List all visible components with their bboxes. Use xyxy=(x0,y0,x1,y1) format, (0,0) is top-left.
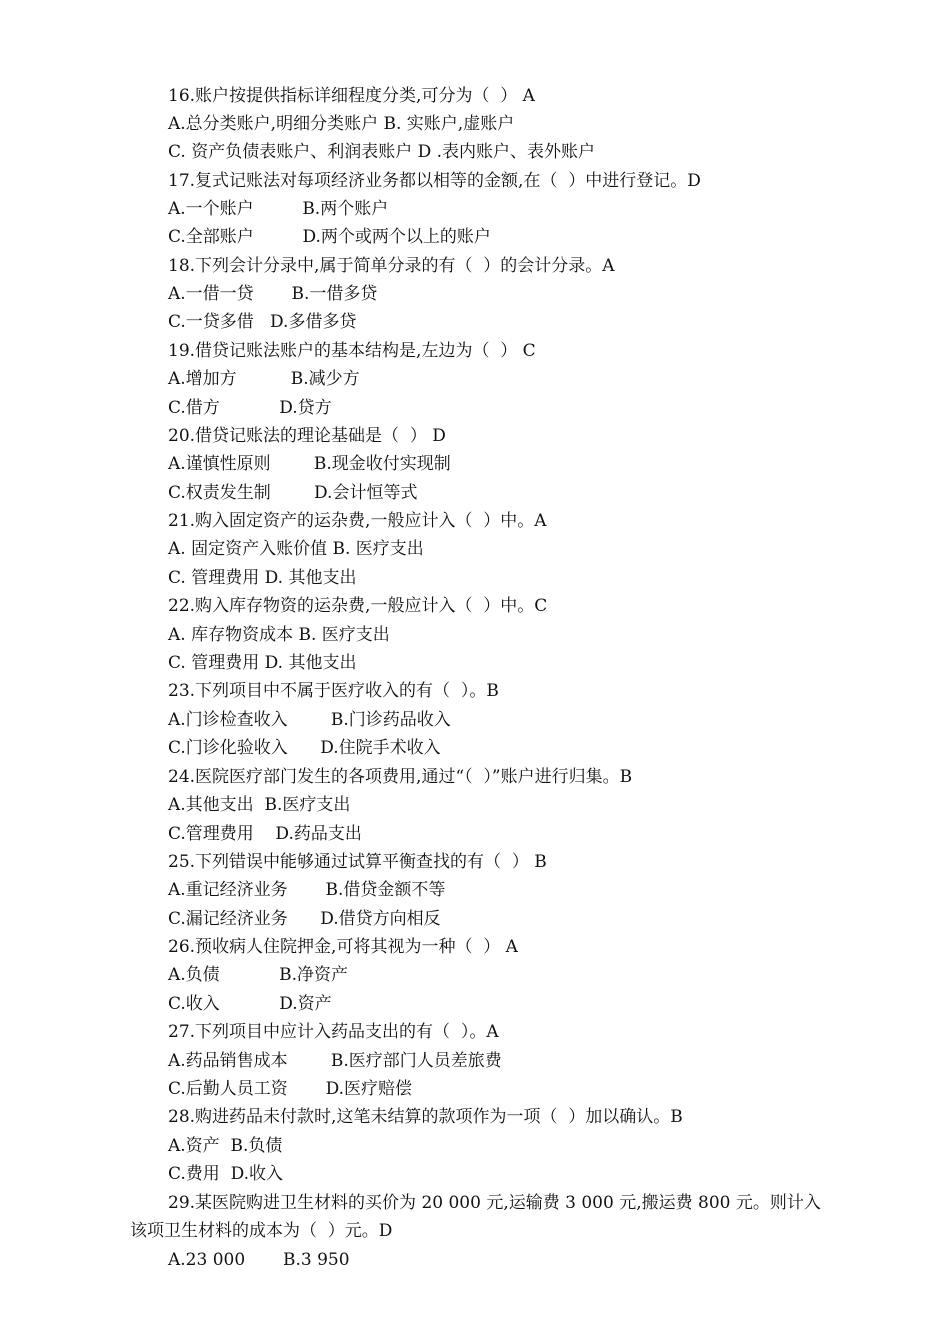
q17-options-ab: A.一个账户 B.两个账户 xyxy=(168,199,389,219)
q20-options-cd: C.权责发生制 D.会计恒等式 xyxy=(168,483,418,503)
q26-options-ab: A.负债 B.净资产 xyxy=(168,965,349,985)
q28-options-ab: A.资产 B.负债 xyxy=(168,1136,283,1156)
question-28: 28.购进药品未付款时,这笔未结算的款项作为一项（ ）加以确认。B xyxy=(168,1107,683,1127)
q18-options-ab: A.一借一贷 B.一借多贷 xyxy=(168,284,378,304)
question-29-continued: 该项卫生材料的成本为（ ）元。D xyxy=(130,1221,393,1241)
q16-options-ab: A.总分类账户,明细分类账户 B. 实账户,虚账户 xyxy=(168,114,515,134)
question-26: 26.预收病人住院押金,可将其视为一种（ ） A xyxy=(168,937,518,957)
q21-options-ab: A. 固定资产入账价值 B. 医疗支出 xyxy=(168,539,424,559)
q27-options-ab: A.药品销售成本 B.医疗部门人员差旅费 xyxy=(168,1051,502,1071)
q27-options-cd: C.后勤人员工资 D.医疗赔偿 xyxy=(168,1079,413,1099)
q25-options-ab: A.重记经济业务 B.借贷金额不等 xyxy=(168,880,446,900)
question-18: 18.下列会计分录中,属于简单分录的有（ ）的会计分录。A xyxy=(168,256,615,276)
q29-options-ab: A.23 000 B.3 950 xyxy=(168,1250,350,1270)
q28-options-cd: C.费用 D.收入 xyxy=(168,1164,284,1184)
question-24: 24.医院医疗部门发生的各项费用,通过“（ ）”账户进行归集。B xyxy=(168,767,633,787)
question-23: 23.下列项目中不属于医疗收入的有（ ）。B xyxy=(168,681,499,701)
question-16: 16.账户按提供指标详细程度分类,可分为（ ） A xyxy=(168,86,535,106)
q22-options-cd: C. 管理费用 D. 其他支出 xyxy=(168,653,357,673)
q16-options-cd: C. 资产负债表账户、利润表账户 D .表内账户、表外账户 xyxy=(168,142,596,162)
q25-options-cd: C.漏记经济业务 D.借贷方向相反 xyxy=(168,909,441,929)
question-21: 21.购入固定资产的运杂费,一般应计入（ ）中。A xyxy=(168,511,547,531)
question-29: 29.某医院购进卫生材料的买价为 20 000 元,运输费 3 000 元,搬运费 800 元。则计入 xyxy=(168,1193,821,1213)
q24-options-cd: C.管理费用 D.药品支出 xyxy=(168,824,362,844)
q19-options-cd: C.借方 D.贷方 xyxy=(168,398,332,418)
q17-options-cd: C.全部账户 D.两个或两个以上的账户 xyxy=(168,227,491,247)
q23-options-ab: A.门诊检查收入 B.门诊药品收入 xyxy=(168,710,451,730)
q18-options-cd: C.一贷多借 D.多借多贷 xyxy=(168,312,357,332)
q24-options-ab: A.其他支出 B.医疗支出 xyxy=(168,795,351,815)
question-27: 27.下列项目中应计入药品支出的有（ ）。A xyxy=(168,1022,499,1042)
question-17: 17.复式记账法对每项经济业务都以相等的金额,在（ ）中进行登记。D xyxy=(168,171,701,191)
q23-options-cd: C.门诊化验收入 D.住院手术收入 xyxy=(168,738,441,758)
question-19: 19.借贷记账法账户的基本结构是,左边为（ ） C xyxy=(168,341,536,361)
question-22: 22.购入库存物资的运杂费,一般应计入（ ）中。C xyxy=(168,596,548,616)
q22-options-ab: A. 库存物资成本 B. 医疗支出 xyxy=(168,625,390,645)
question-20: 20.借贷记账法的理论基础是（ ） D xyxy=(168,426,446,446)
question-25: 25.下列错误中能够通过试算平衡查找的有（ ） B xyxy=(168,852,547,872)
q20-options-ab: A.谨慎性原则 B.现金收付实现制 xyxy=(168,454,451,474)
q19-options-ab: A.增加方 B.减少方 xyxy=(168,369,360,389)
q26-options-cd: C.收入 D.资产 xyxy=(168,994,332,1014)
q21-options-cd: C. 管理费用 D. 其他支出 xyxy=(168,568,357,588)
